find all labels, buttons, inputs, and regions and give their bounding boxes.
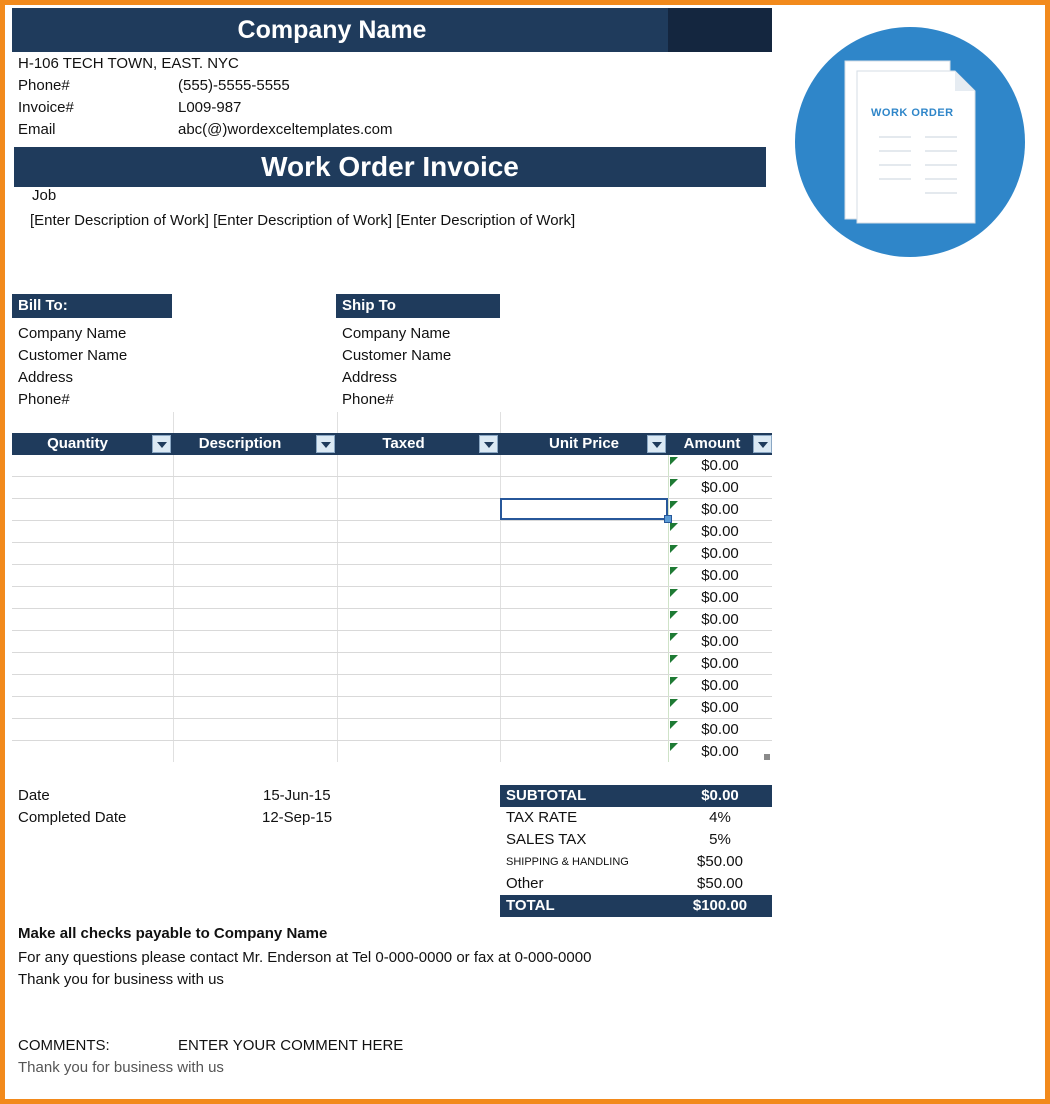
table-row <box>12 696 772 697</box>
bill-to-customer[interactable]: Customer Name <box>18 347 128 364</box>
table-row <box>12 586 772 587</box>
work-order-document-icon <box>795 27 1025 257</box>
total-value[interactable]: $100.00 <box>692 897 748 914</box>
amount-cell[interactable]: $0.00 <box>701 655 739 672</box>
cell-indicator-icon <box>670 457 678 465</box>
cell-indicator-icon <box>670 501 678 509</box>
column-divider <box>500 412 501 433</box>
ship-to-phone[interactable]: Phone# <box>342 391 394 408</box>
column-divider <box>337 412 338 433</box>
completed-date-label: Completed Date <box>18 809 127 826</box>
subtotal-row <box>500 785 772 807</box>
table-row <box>12 476 772 477</box>
banner-dark-block <box>668 8 772 52</box>
amount-cell[interactable]: $0.00 <box>701 545 739 562</box>
cell-indicator-icon <box>670 743 678 751</box>
cell-indicator-icon <box>670 611 678 619</box>
table-row <box>12 674 772 675</box>
contact-note[interactable]: For any questions please contact Mr. Enderson at Tel 0-000-0000 or fax at 0-000-0000 <box>18 949 592 966</box>
tax-rate-label: TAX RATE <box>506 809 578 826</box>
column-divider <box>173 412 174 433</box>
table-row <box>12 740 772 741</box>
total-label: TOTAL <box>506 897 555 914</box>
cell-indicator-icon <box>670 633 678 641</box>
invoice-value[interactable]: L009-987 <box>178 99 242 116</box>
date-label: Date <box>18 787 50 804</box>
sales-tax-value[interactable]: 5% <box>709 831 731 848</box>
shipping-label: SHIPPING & HANDLING <box>506 856 629 868</box>
cell-indicator-icon <box>670 677 678 685</box>
amount-cell[interactable]: $0.00 <box>701 589 739 606</box>
phone-label: Phone# <box>18 77 70 94</box>
thank-you-note[interactable]: Thank you for business with us <box>18 971 224 988</box>
logo-text: WORK ORDER <box>871 107 954 119</box>
shipping-row <box>500 851 772 873</box>
amount-cell[interactable]: $0.00 <box>701 699 739 716</box>
email-label: Email <box>18 121 56 138</box>
company-banner <box>12 8 772 52</box>
cell-indicator-icon <box>670 523 678 531</box>
cell-indicator-icon <box>670 699 678 707</box>
ship-to-company[interactable]: Company Name <box>342 325 451 342</box>
email-value[interactable]: abc(@)wordexceltemplates.com <box>178 121 393 138</box>
cell-indicator-icon <box>670 567 678 575</box>
cell-indicator-icon <box>670 721 678 729</box>
ship-to-address[interactable]: Address <box>342 369 398 386</box>
filter-dropdown-icon[interactable] <box>647 435 666 453</box>
column-amount[interactable] <box>668 433 772 455</box>
invoice-label: Invoice# <box>18 99 74 116</box>
column-taxed-label: Taxed <box>382 435 425 452</box>
table-row <box>12 630 772 631</box>
amount-cell[interactable]: $0.00 <box>701 457 739 474</box>
cell-indicator-icon <box>670 655 678 663</box>
work-order-logo <box>795 27 1025 257</box>
table-row <box>12 564 772 565</box>
table-row <box>12 608 772 609</box>
phone-value[interactable]: (555)-5555-5555 <box>178 77 290 94</box>
amount-cell[interactable]: $0.00 <box>701 743 739 760</box>
amount-cell[interactable]: $0.00 <box>701 633 739 650</box>
bill-to-header: Bill To: <box>12 294 172 318</box>
column-description-label: Description <box>198 435 282 452</box>
filter-dropdown-icon[interactable] <box>479 435 498 453</box>
sales-tax-row <box>500 829 772 851</box>
comments-label: COMMENTS: <box>18 1037 110 1054</box>
other-value[interactable]: $50.00 <box>697 875 743 892</box>
table-resize-handle[interactable] <box>764 754 770 760</box>
fill-handle[interactable] <box>664 515 672 523</box>
selected-unit-price-cell[interactable] <box>500 498 668 520</box>
work-order-title[interactable]: Work Order Invoice <box>14 147 766 187</box>
table-row <box>12 718 772 719</box>
column-quantity-label: Quantity <box>47 435 108 452</box>
column-unit-price[interactable] <box>500 433 668 455</box>
amount-cell[interactable]: $0.00 <box>701 611 739 628</box>
amount-cell[interactable]: $0.00 <box>701 479 739 496</box>
amount-cell[interactable]: $0.00 <box>701 523 739 540</box>
cell-indicator-icon <box>670 589 678 597</box>
company-address[interactable]: H-106 TECH TOWN, EAST. NYC <box>18 55 239 72</box>
amount-cell[interactable]: $0.00 <box>701 501 739 518</box>
total-row <box>500 895 772 917</box>
shipping-value[interactable]: $50.00 <box>697 853 743 870</box>
completed-date-value[interactable]: 12-Sep-15 <box>262 809 333 826</box>
column-description[interactable] <box>173 433 337 455</box>
tax-rate-value[interactable]: 4% <box>709 809 731 826</box>
company-name-title[interactable]: Company Name <box>237 15 427 44</box>
column-amount-label: Amount <box>683 435 741 452</box>
tax-rate-row <box>500 807 772 829</box>
ship-to-customer[interactable]: Customer Name <box>342 347 452 364</box>
bill-to-company[interactable]: Company Name <box>18 325 127 342</box>
column-quantity[interactable] <box>12 433 173 455</box>
amount-cell[interactable]: $0.00 <box>701 567 739 584</box>
other-label: Other <box>506 875 544 892</box>
filter-dropdown-icon[interactable] <box>753 435 772 453</box>
date-value[interactable]: 15-Jun-15 <box>263 787 331 804</box>
column-unit-price-label: Unit Price <box>548 435 620 452</box>
ship-to-header: Ship To <box>336 294 500 318</box>
column-taxed[interactable] <box>337 433 500 455</box>
thank-you-note-2[interactable]: Thank you for business with us <box>18 1059 224 1076</box>
filter-dropdown-icon[interactable] <box>316 435 335 453</box>
subtotal-label: SUBTOTAL <box>506 787 587 804</box>
table-row <box>12 520 772 521</box>
filter-dropdown-icon[interactable] <box>152 435 171 453</box>
job-description[interactable]: [Enter Description of Work] [Enter Description of Work] [Enter Description of Work] <box>30 212 576 229</box>
sales-tax-label: SALES TAX <box>506 831 587 848</box>
other-row <box>500 873 772 895</box>
cell-indicator-icon <box>670 479 678 487</box>
bill-to-phone[interactable]: Phone# <box>18 391 70 408</box>
comments-value[interactable]: ENTER YOUR COMMENT HERE <box>178 1037 404 1054</box>
amount-cell[interactable]: $0.00 <box>701 721 739 738</box>
table-row <box>12 652 772 653</box>
items-table-header <box>12 433 772 455</box>
cell-indicator-icon <box>670 545 678 553</box>
job-label: Job <box>32 187 57 204</box>
bill-to-address[interactable]: Address <box>18 369 74 386</box>
checks-payable-note[interactable]: Make all checks payable to Company Name <box>18 925 328 942</box>
amount-cell[interactable]: $0.00 <box>701 677 739 694</box>
table-row <box>12 542 772 543</box>
subtotal-value[interactable]: $0.00 <box>701 787 739 804</box>
